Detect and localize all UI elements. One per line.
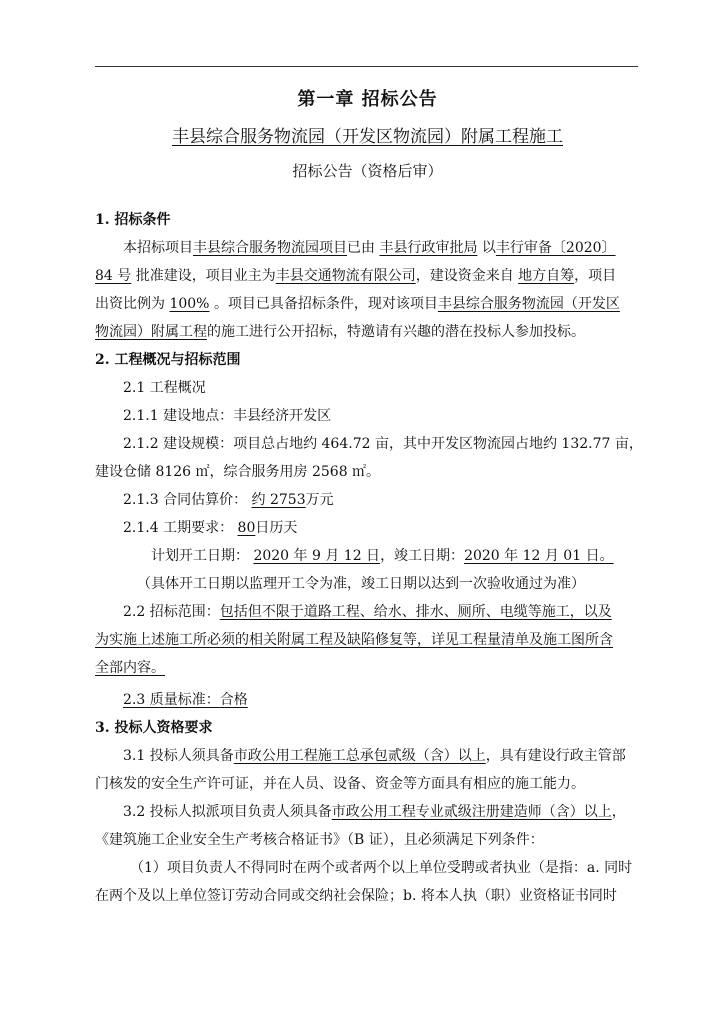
s2-scope-1 xyxy=(95,602,640,622)
s1-text: 。项目已具备招标条件，现对该项目 xyxy=(213,296,438,312)
s1-approval-number-2: 84 号 xyxy=(95,268,132,284)
s1-project-ref: 丰县综合服务物流园（开发区 xyxy=(437,296,620,312)
s1-project-name: 丰县综合服务物流园项目 xyxy=(193,240,347,256)
s2-label: 2.1.4 工期要求： xyxy=(123,520,234,536)
s3-line-5: （1）项目负责人不得同时在两个或者两个以上单位受聘或者执业（是指：a. 同时 xyxy=(130,860,633,876)
s2-scope-text: 包括但不限于道路工程、给水、排水、厕所、电缆等施工，以及 xyxy=(219,604,612,620)
s2-price-unit: 万元 xyxy=(305,492,334,508)
s1-owner: 丰县交通物流有限公司 xyxy=(275,268,416,284)
s3-line-1 xyxy=(95,746,640,766)
s2-price-value: 约 2753 xyxy=(251,492,306,508)
s2-quality xyxy=(95,690,668,710)
s3-line-6: 在两个及以上单位签订劳动合同或交纳社会保险；b. 将本人执（职）业资格证书同时 xyxy=(95,888,617,904)
s2-location-value: 丰县经济开发区 xyxy=(233,408,332,424)
s2-quality-value: 合格 xyxy=(219,692,248,708)
s1-line-1 xyxy=(95,238,640,258)
s2-label: 计划开工日期： xyxy=(151,548,249,564)
s1-line-3 xyxy=(95,294,640,314)
s1-line-2 xyxy=(95,266,640,286)
s3-text: ， xyxy=(611,804,626,820)
s1-text: 以 xyxy=(481,240,496,256)
s2-label: 2.1.2 建设规模： xyxy=(123,436,234,452)
s1-investment-ratio: 100% xyxy=(169,296,210,312)
s1-text: 已由 xyxy=(347,240,375,256)
chapter-title: 第一章 招标公告 xyxy=(297,89,438,110)
s2-duration xyxy=(95,518,668,538)
s1-text: ，建设资金来自 xyxy=(415,268,514,284)
s3-line-4: 《建筑施工企业安全生产考核合格证书》（B 证），且必须满足下列条件： xyxy=(95,832,544,848)
s2-scope-2 xyxy=(95,630,640,650)
s2-label: 2.3 质量标准： xyxy=(123,692,220,708)
s2-scale-1 xyxy=(95,434,643,454)
s1-text: 出资比例为 xyxy=(95,296,165,312)
s2-scope-3 xyxy=(95,658,640,678)
s2-start-date: 2020 年 9 月 12 日 xyxy=(253,548,381,564)
s3-line-3 xyxy=(95,802,640,822)
s1-text: ，项目 xyxy=(574,268,617,284)
s2-overview: 2.1 工程概况 xyxy=(123,380,206,396)
section-3-heading: 3. 投标人资格要求 xyxy=(95,720,213,736)
s2-scope-text: 全部内容。 xyxy=(95,660,165,676)
s2-scale-2: 建设仓储 8126 ㎡，综合服务用房 2568 ㎡。 xyxy=(95,464,381,480)
s1-approval-number: 丰行审备〔2020〕 xyxy=(495,240,616,256)
s3-text: ，具有建设行政主管部 xyxy=(485,748,626,764)
s2-duration-unit: 日历天 xyxy=(255,520,298,536)
s2-scale-value: 项目总占地约 464.72 亩，其中开发区物流园占地约 132.77 亩， xyxy=(233,436,643,452)
s2-label: 2.1.1 建设地点： xyxy=(123,408,234,424)
s1-project-ref-2: 物流园）附属工程 xyxy=(95,324,207,340)
s2-label: ，竣工日期： xyxy=(380,548,465,564)
s1-text: 本招标项目 xyxy=(123,240,193,256)
s2-label: 2.1.3 合同估算价： xyxy=(123,492,248,508)
s1-text: 批准建设，项目业主为 xyxy=(135,268,276,284)
s2-contract-price xyxy=(95,490,668,510)
s2-quality-underlined xyxy=(123,692,248,708)
s2-location xyxy=(95,406,668,426)
notice-type: 招标公告（资格后审） xyxy=(292,162,443,180)
s2-plan-dates xyxy=(95,546,696,566)
s3-qualification: 市政公用工程施工总承包贰级（含）以上 xyxy=(233,748,486,764)
project-title-text: 丰县综合服务物流园（开发区物流园）附属工程施工 xyxy=(172,127,563,147)
s3-text: 3.1 投标人须具备 xyxy=(123,748,234,764)
s1-line-4 xyxy=(95,322,640,342)
s3-line-2: 门核发的安全生产许可证，并在人员、设备、资金等方面具有相应的施工能力。 xyxy=(95,776,585,792)
s1-approval-authority: 丰县行政审批局 xyxy=(379,240,478,256)
s2-note: （具体开工日期以监理开工令为准，竣工日期以达到一次验收通过为准） xyxy=(137,576,585,592)
s3-manager-qualification: 市政公用工程专业贰级注册建造师（含）以上 xyxy=(331,804,612,820)
s1-text: 的施工进行公开招标，特邀请有兴趣的潜在投标人参加投标。 xyxy=(207,324,585,340)
header-rule xyxy=(95,66,638,67)
section-1-heading: 1. 招标条件 xyxy=(95,212,171,228)
s3-text: 3.2 投标人拟派项目负责人须具备 xyxy=(123,804,332,820)
s2-scope-text: 为实施上述施工所必须的相关附属工程及缺陷修复等，详见工程量清单及施工图所含 xyxy=(95,632,613,648)
s2-duration-value: 80 xyxy=(237,520,256,536)
s1-fund-source: 地方自筹 xyxy=(518,268,575,284)
s2-end-date: 2020 年 12 月 01 日。 xyxy=(464,548,614,564)
s2-label: 2.2 招标范围： xyxy=(123,604,220,620)
section-2-heading: 2. 工程概况与招标范围 xyxy=(95,352,241,368)
project-title xyxy=(95,127,640,147)
